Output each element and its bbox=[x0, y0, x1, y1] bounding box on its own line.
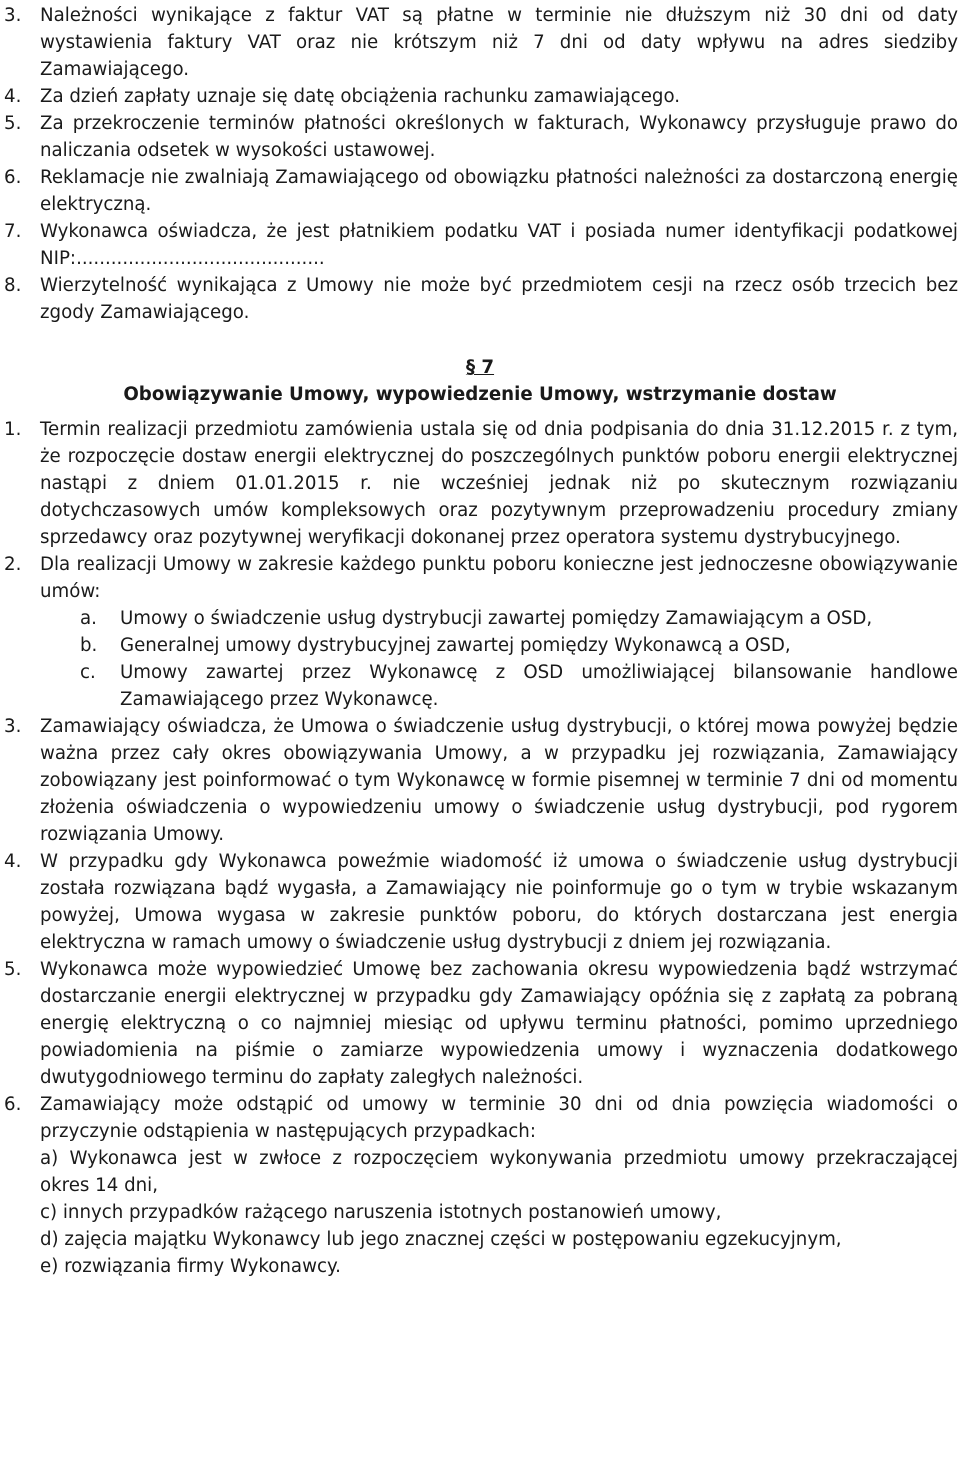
item-text: Reklamacje nie zwalniają Zamawiającego od obowiązku płatności należności za dostarczoną energię elektryczną. bbox=[40, 167, 958, 215]
list-item bbox=[0, 848, 960, 956]
list-item bbox=[0, 713, 960, 848]
item-text: Zamawiający może odstąpić od umowy w terminie 30 dni od dnia powzięcia wiadomości o przyczynie odstąpienia w następujących przypadkach: bbox=[40, 1094, 958, 1142]
list-item bbox=[0, 272, 960, 326]
sub-item-letter: a. bbox=[80, 608, 97, 629]
item-text: Wierzytelność wynikająca z Umowy nie może być przedmiotem cesji na rzecz osób trzecich bez zgody Zamawiającego. bbox=[40, 275, 958, 323]
item-text: Należności wynikające z faktur VAT są płatne w terminie nie dłuższym niż 30 dni od daty wystawienia faktury VAT oraz nie krótszym niż 7 dni od daty wpływu na adres siedziby Zamawiającego. bbox=[40, 5, 958, 80]
list-item bbox=[0, 83, 960, 110]
section-list bbox=[0, 416, 960, 1280]
sub-clause: a) Wykonawca jest w zwłoce z rozpoczęciem wykonywania przedmiotu umowy przekraczającej okres 14 dni, bbox=[40, 1148, 958, 1196]
spacer bbox=[0, 408, 960, 416]
list-item bbox=[0, 2, 960, 83]
item-number: 6. bbox=[4, 167, 22, 188]
item-number: 6. bbox=[4, 1094, 22, 1115]
section-title: Obowiązywanie Umowy, wypowiedzenie Umowy, wstrzymanie dostaw bbox=[123, 384, 837, 405]
item-text: Wykonawca oświadcza, że jest płatnikiem podatku VAT i posiada numer identyfikacji podatkowej NIP:........................................... bbox=[40, 221, 958, 269]
list-item bbox=[0, 110, 960, 164]
list-item bbox=[0, 1091, 960, 1145]
sub-item-text: Umowy zawartej przez Wykonawcę z OSD umożliwiającej bilansowanie handlowe Zamawiającego przez Wykonawcę. bbox=[120, 662, 958, 710]
list-item bbox=[0, 551, 960, 605]
sub-item-letter: c. bbox=[80, 662, 96, 683]
sub-clause: c) innych przypadków rażącego naruszenia istotnych postanowień umowy, bbox=[40, 1202, 722, 1223]
item-number: 4. bbox=[4, 86, 22, 107]
list-item bbox=[0, 416, 960, 551]
item-number: 5. bbox=[4, 113, 22, 134]
top-list bbox=[0, 2, 960, 326]
item-text: Za przekroczenie terminów płatności określonych w fakturach, Wykonawcy przysługuje prawo do naliczania odsetek w wysokości ustawowej. bbox=[40, 113, 958, 161]
item-number: 8. bbox=[4, 275, 22, 296]
list-item bbox=[0, 218, 960, 272]
sub-item-text: Umowy o świadczenie usług dystrybucji zawartej pomiędzy Zamawiającym a OSD, bbox=[120, 608, 873, 629]
item-text: Zamawiający oświadcza, że Umowa o świadczenie usług dystrybucji, o której mowa powyżej będzie ważna przez cały okres obowiązywania Umowy, a w przypadku jej rozwiązania, Zamawiający zobowiązany jest poinformować o tym Wykonawcę w formie pisemnej w terminie 7 dni od momentu złożenia oświadczenia o wypowiedzeniu umowy o świadczenie usług dystrybucji, pod rygorem rozwiązania Umowy. bbox=[40, 716, 958, 845]
sub-list-item bbox=[0, 605, 960, 632]
item-text: W przypadku gdy Wykonawca poweźmie wiadomość iż umowa o świadczenie usług dystrybucji została rozwiązana bądź wygasła, a Zamawiający nie poinformuje go o tym w trybie wskazanym powyżej, Umowa wygasa w zakresie punktów poboru, do których dostarczana jest energia elektryczna w ramach umowy o świadczenie usług dystrybucji z dniem jej rozwiązania. bbox=[40, 851, 958, 953]
item-text: Dla realizacji Umowy w zakresie każdego punktu poboru konieczne jest jednoczesne obowiązywanie umów: bbox=[40, 554, 958, 602]
item-number: 3. bbox=[4, 716, 22, 737]
list-item bbox=[0, 164, 960, 218]
item-number: 1. bbox=[4, 419, 22, 440]
item-number: 5. bbox=[4, 959, 22, 980]
spacer bbox=[0, 326, 960, 354]
item-text: Termin realizacji przedmiotu zamówienia ustala się od dnia podpisania do dnia 31.12.2015 r. z tym, że rozpoczęcie dostaw energii elektrycznej do poszczególnych punktów poboru energii elektrycznej nastąpi z dniem 01.01.2015 r. nie wcześniej jednak niż po skutecznym rozwiązaniu dotychczasowych umów kompleksowych oraz pozytywnym przeprowadzeniu procedury zmiany sprzedawcy oraz pozytywnej weryfikacji dokonanej przez operatora systemu dystrybucyjnego. bbox=[40, 419, 958, 548]
item-text: Wykonawca może wypowiedzieć Umowę bez zachowania okresu wypowiedzenia bądź wstrzymać dostarczanie energii elektrycznej w przypadku gdy Zamawiający opóźnia się z zapłatą za pobraną energię elektryczną o co najmniej miesiąc od upływu terminu płatności, pomimo uprzedniego powiadomienia na piśmie o zamiarze wypowiedzenia umowy i wyznaczenia dodatkowego dwutygodniowego terminu do zapłaty zaległych należności. bbox=[40, 959, 958, 1088]
item-number: 7. bbox=[4, 221, 22, 242]
section-number bbox=[0, 354, 960, 381]
sub-item-letter: b. bbox=[80, 635, 98, 656]
item-number: 2. bbox=[4, 554, 22, 575]
sub-clause: d) zajęcia majątku Wykonawcy lub jego znacznej części w postępowaniu egzekucyjnym, bbox=[40, 1229, 842, 1250]
sub-clause: e) rozwiązania firmy Wykonawcy. bbox=[40, 1256, 341, 1277]
item-text: Za dzień zapłaty uznaje się datę obciążenia rachunku zamawiającego. bbox=[40, 86, 681, 107]
list-item bbox=[0, 956, 960, 1091]
sub-list-item bbox=[0, 659, 960, 713]
item-number: 4. bbox=[4, 851, 22, 872]
sub-item-text: Generalnej umowy dystrybucyjnej zawartej pomiędzy Wykonawcą a OSD, bbox=[120, 635, 791, 656]
sub-list-item bbox=[0, 632, 960, 659]
item-number: 3. bbox=[4, 5, 22, 26]
section-number-text: § 7 bbox=[465, 357, 495, 378]
